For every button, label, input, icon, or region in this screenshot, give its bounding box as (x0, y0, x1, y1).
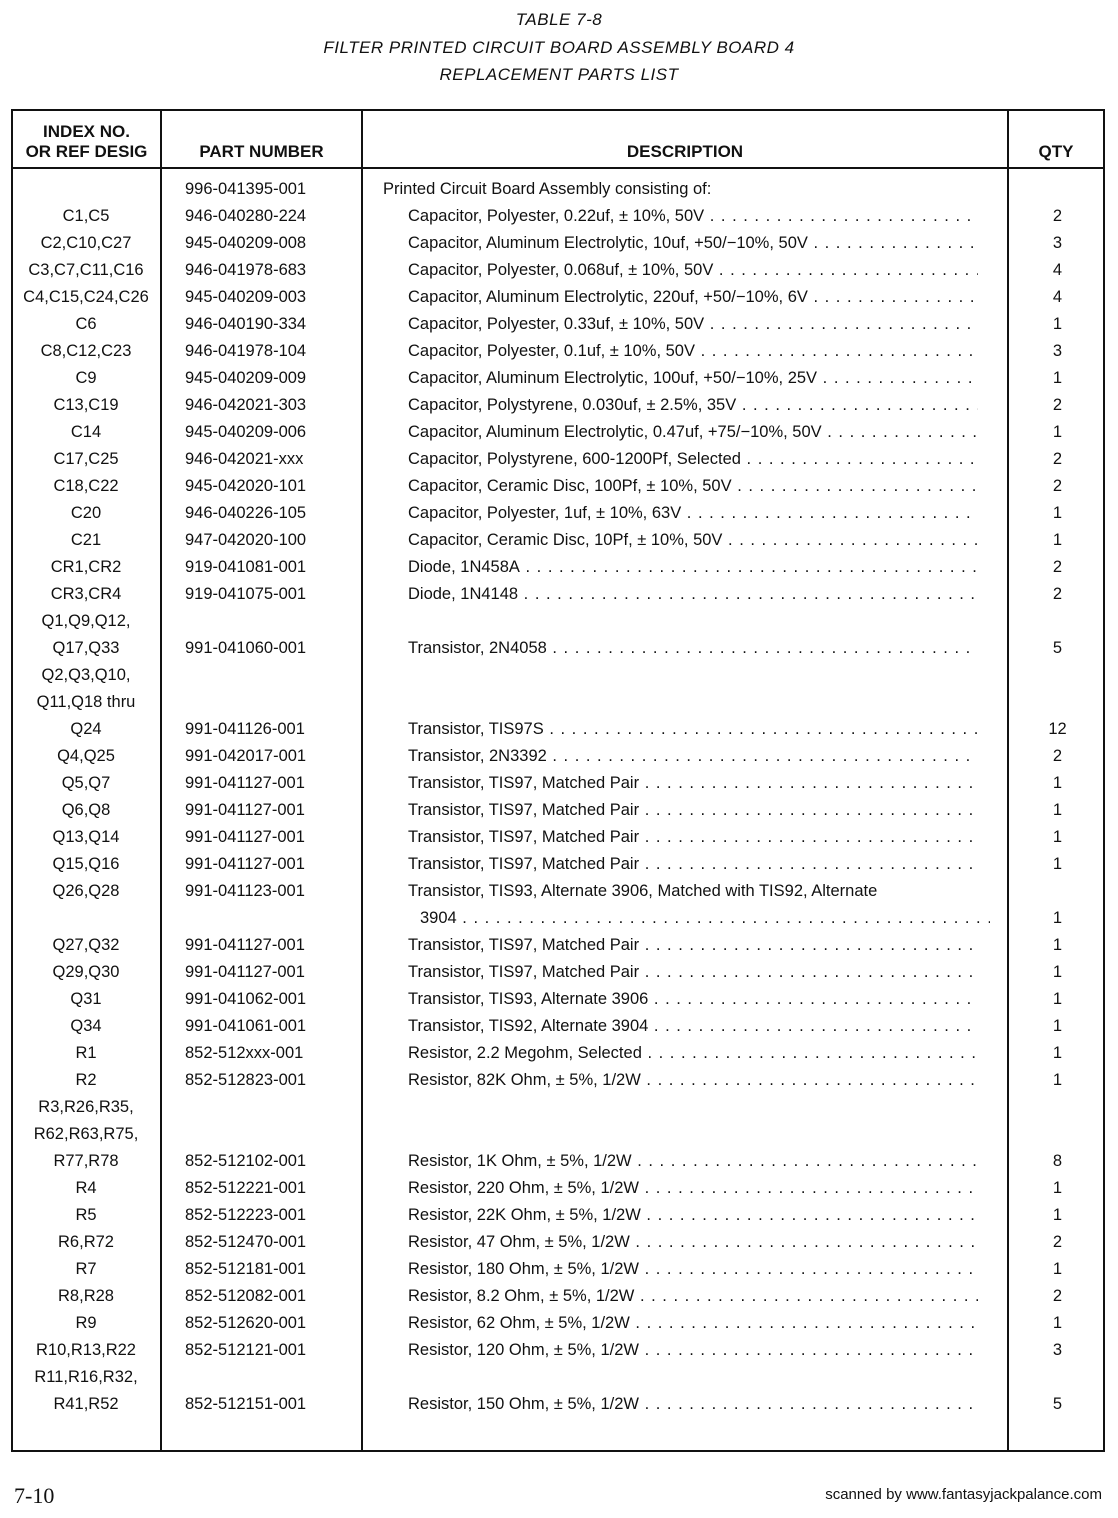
part-number-cell: 919-041081-001 (185, 558, 307, 576)
ref-desig-cell: C21 (70, 531, 102, 549)
table-row (0, 311, 1118, 338)
ref-desig-cell: C18,C22 (53, 477, 119, 495)
table-row (0, 905, 1118, 932)
ref-desig-cell: C1,C5 (62, 207, 110, 225)
table-row (0, 770, 1118, 797)
table-title: FILTER PRINTED CIRCUIT BOARD ASSEMBLY BOARD 4 (323, 38, 795, 57)
description-cell: Capacitor, Polyester, 0.1uf, ± 10%, 50V . . . (408, 338, 978, 365)
ref-desig-cell: Q11,Q18 thru (36, 693, 136, 711)
table-row (0, 365, 1118, 392)
page-number: 7-10 (14, 1483, 55, 1508)
ref-desig-cell: Q29,Q30 (52, 963, 120, 981)
header-qty: QTY (1038, 142, 1074, 161)
part-number-cell: 991-041126-001 (185, 720, 305, 738)
header-part-number: PART NUMBER (199, 142, 324, 161)
description-cell: Transistor, TIS97, Matched Pair . . . (408, 824, 978, 851)
table-row (0, 1040, 1118, 1067)
table-row (0, 689, 1118, 716)
ref-desig-cell: R6,R72 (58, 1233, 114, 1251)
header-index (13, 122, 160, 162)
description-cell: Capacitor, Polyester, 1uf, ± 10%, 63V . . . (408, 500, 978, 527)
ref-desig-cell: R9 (75, 1314, 97, 1332)
description-cell: Capacitor, Ceramic Disc, 100Pf, ± 10%, 50V . . . (408, 473, 978, 500)
ref-desig-cell: CR1,CR2 (50, 558, 122, 576)
part-number-cell: 991-041062-001 (185, 990, 307, 1008)
description-cell: Transistor, TIS97S . . . (408, 716, 978, 743)
table-row (0, 608, 1118, 635)
qty-cell: 2 (1052, 396, 1063, 414)
part-number-cell: 852-512121-001 (185, 1341, 307, 1359)
part-number-cell: 946-040190-334 (185, 315, 307, 333)
description-cell: Transistor, TIS97, Matched Pair . . . (408, 959, 978, 986)
table-row (0, 1067, 1118, 1094)
ref-desig-cell: R1 (75, 1044, 97, 1062)
qty-cell: 1 (1052, 1044, 1063, 1062)
description-cell: Capacitor, Polystyrene, 600-1200Pf, Selected . . . (408, 446, 978, 473)
qty-cell: 1 (1052, 369, 1063, 387)
qty-cell: 2 (1052, 558, 1063, 576)
table-row (0, 338, 1118, 365)
table-row (0, 1256, 1118, 1283)
ref-desig-cell: R77,R78 (53, 1152, 119, 1170)
qty-cell: 5 (1052, 639, 1063, 657)
part-number-cell: 946-040280-224 (185, 207, 307, 225)
parts-list (0, 176, 1118, 1418)
part-number-cell: 991-041127-001 (185, 774, 305, 792)
qty-cell: 4 (1052, 261, 1063, 279)
table-row (0, 230, 1118, 257)
part-number-cell: 991-041127-001 (185, 963, 305, 981)
table-row (0, 1283, 1118, 1310)
qty-cell: 1 (1052, 1071, 1063, 1089)
description-cell: Capacitor, Aluminum Electrolytic, 220uf, +50/−10%, 6V . . . (408, 284, 978, 311)
ref-desig-cell: C20 (70, 504, 102, 522)
qty-cell: 1 (1052, 1179, 1063, 1197)
qty-cell: 3 (1052, 1341, 1063, 1359)
table-row (0, 851, 1118, 878)
ref-desig-cell: Q26,Q28 (52, 882, 120, 900)
part-number-cell: 945-040209-008 (185, 234, 307, 252)
table-row (0, 1391, 1118, 1418)
ref-desig-cell: C13,C19 (53, 396, 119, 414)
description-cell: Capacitor, Polyester, 0.068uf, ± 10%, 50V . . . (408, 257, 978, 284)
table-row (0, 1148, 1118, 1175)
table-row (0, 500, 1118, 527)
table-row (0, 1121, 1118, 1148)
qty-cell: 1 (1052, 990, 1063, 1008)
description-cell: Capacitor, Aluminum Electrolytic, 10uf, +50/−10%, 50V . . . (408, 230, 978, 257)
part-number-cell: 852-512470-001 (185, 1233, 307, 1251)
part-number-cell: 852-512082-001 (185, 1287, 307, 1305)
ref-desig-cell: C4,C15,C24,C26 (23, 288, 149, 306)
table-row (0, 743, 1118, 770)
table-row (0, 1337, 1118, 1364)
ref-desig-cell: Q15,Q16 (52, 855, 120, 873)
qty-cell: 2 (1052, 450, 1063, 468)
part-number-cell: 852-512151-001 (185, 1395, 307, 1413)
description-cell: Diode, 1N4148 . . . (408, 581, 978, 608)
qty-cell: 5 (1052, 1395, 1063, 1413)
part-number-cell: 946-041978-104 (185, 342, 307, 360)
table-row (0, 203, 1118, 230)
description-cell: Transistor, 2N4058 . . . (408, 635, 978, 662)
part-number-cell: 852-512xxx-001 (185, 1044, 304, 1062)
header-index-line1: INDEX NO. (43, 122, 130, 141)
ref-desig-cell: Q4,Q25 (57, 747, 115, 765)
qty-cell: 1 (1052, 909, 1063, 927)
qty-cell: 1 (1052, 423, 1063, 441)
table-row (0, 446, 1118, 473)
part-number-cell: 852-512181-001 (185, 1260, 307, 1278)
qty-cell: 3 (1052, 342, 1063, 360)
qty-cell: 3 (1052, 234, 1063, 252)
part-number-cell: 946-042021-303 (185, 396, 307, 414)
description-cell: Resistor, 47 Ohm, ± 5%, 1/2W . . . (408, 1229, 978, 1256)
table-row (0, 959, 1118, 986)
table-row (0, 986, 1118, 1013)
part-number-cell: 947-042020-100 (185, 531, 307, 549)
description-cell: Resistor, 120 Ohm, ± 5%, 1/2W . . . (408, 1337, 978, 1364)
table-row (0, 1229, 1118, 1256)
part-number-cell: 991-041127-001 (185, 855, 305, 873)
ref-desig-cell: Q5,Q7 (61, 774, 111, 792)
part-number-cell: 852-512221-001 (185, 1179, 307, 1197)
table-row (0, 824, 1118, 851)
description-cell: Capacitor, Polyester, 0.33uf, ± 10%, 50V . . . (408, 311, 978, 338)
part-number-cell: 852-512823-001 (185, 1071, 307, 1089)
qty-cell: 1 (1052, 315, 1063, 333)
table-row (0, 716, 1118, 743)
table-row (0, 419, 1118, 446)
part-number-cell: 945-040209-003 (185, 288, 307, 306)
qty-cell: 2 (1052, 1287, 1063, 1305)
table-row (0, 932, 1118, 959)
ref-desig-cell: R41,R52 (53, 1395, 119, 1413)
part-number-cell: 991-041061-001 (185, 1017, 307, 1035)
part-number-cell: 991-042017-001 (185, 747, 307, 765)
table-row (0, 1310, 1118, 1337)
ref-desig-cell: C17,C25 (53, 450, 119, 468)
table-row (0, 392, 1118, 419)
table-row (0, 797, 1118, 824)
description-cell: Transistor, TIS97, Matched Pair . . . (408, 932, 978, 959)
table-row (0, 1202, 1118, 1229)
description-cell: Resistor, 2.2 Megohm, Selected . . . (408, 1040, 978, 1067)
ref-desig-cell: R10,R13,R22 (36, 1341, 136, 1359)
qty-cell: 1 (1052, 774, 1063, 792)
description-cell: Transistor, TIS93, Alternate 3906 . . . (408, 986, 978, 1013)
part-number-cell: 852-512102-001 (185, 1152, 307, 1170)
part-number-cell: 991-041060-001 (185, 639, 307, 657)
table-row (0, 554, 1118, 581)
description-cell: Capacitor, Ceramic Disc, 10Pf, ± 10%, 50V . . . (408, 527, 978, 554)
part-number-cell: 852-512223-001 (185, 1206, 307, 1224)
ref-desig-cell: C8,C12,C23 (40, 342, 132, 360)
description-cell: Resistor, 1K Ohm, ± 5%, 1/2W . . . (408, 1148, 978, 1175)
description-cell: Transistor, TIS97, Matched Pair . . . (408, 770, 978, 797)
qty-cell: 1 (1052, 801, 1063, 819)
part-number-cell: 852-512620-001 (185, 1314, 307, 1332)
qty-cell: 1 (1052, 963, 1063, 981)
ref-desig-cell: Q13,Q14 (52, 828, 120, 846)
qty-cell: 1 (1052, 1206, 1063, 1224)
ref-desig-cell: Q24 (70, 720, 102, 738)
table-row (0, 878, 1118, 905)
part-number-cell: 945-042020-101 (185, 477, 307, 495)
table-row (0, 1013, 1118, 1040)
ref-desig-cell: R8,R28 (58, 1287, 114, 1305)
ref-desig-cell: Q6,Q8 (61, 801, 111, 819)
table-row (0, 1094, 1118, 1121)
table-row (0, 257, 1118, 284)
ref-desig-cell: C3,C7,C11,C16 (28, 261, 144, 279)
table-row (0, 527, 1118, 554)
part-number-cell: 991-041123-001 (185, 882, 305, 900)
ref-desig-cell: C6 (75, 315, 97, 333)
description-cell: Transistor, TIS93, Alternate 3906, Matched with TIS92, Alternate (408, 882, 878, 900)
part-number-cell: 945-040209-006 (185, 423, 307, 441)
ref-desig-cell: CR3,CR4 (50, 585, 122, 603)
qty-cell: 1 (1052, 1260, 1063, 1278)
table-number: TABLE 7-8 (515, 10, 603, 29)
description-cell: Capacitor, Aluminum Electrolytic, 100uf, +50/−10%, 25V . . . (408, 365, 978, 392)
description-cell: Transistor, TIS97, Matched Pair . . . (408, 797, 978, 824)
description-cell: Resistor, 220 Ohm, ± 5%, 1/2W . . . (408, 1175, 978, 1202)
part-number-cell: 996-041395-001 (185, 180, 307, 198)
part-number-cell: 945-040209-009 (185, 369, 307, 387)
ref-desig-cell: R4 (75, 1179, 97, 1197)
description-cell: Transistor, 2N3392 . . . (408, 743, 978, 770)
ref-desig-cell: Q27,Q32 (52, 936, 120, 954)
qty-cell: 8 (1052, 1152, 1063, 1170)
ref-desig-cell: Q1,Q9,Q12, (41, 612, 131, 630)
part-number-cell: 946-041978-683 (185, 261, 307, 279)
part-number-cell: 991-041127-001 (185, 936, 305, 954)
table-row (0, 284, 1118, 311)
ref-desig-cell: C9 (75, 369, 97, 387)
qty-cell: 1 (1052, 1017, 1063, 1035)
header-divider (13, 167, 1103, 169)
ref-desig-cell: R5 (75, 1206, 97, 1224)
qty-cell: 2 (1052, 747, 1063, 765)
qty-cell: 2 (1052, 585, 1063, 603)
part-number-cell: 946-042021-xxx (185, 450, 304, 468)
ref-desig-cell: R7 (75, 1260, 97, 1278)
ref-desig-cell: Q34 (70, 1017, 102, 1035)
qty-cell: 2 (1052, 1233, 1063, 1251)
table-row (0, 662, 1118, 689)
description-cell: Printed Circuit Board Assembly consisting of: (383, 180, 712, 198)
description-cell: Resistor, 22K Ohm, ± 5%, 1/2W . . . (408, 1202, 978, 1229)
table-subtitle: REPLACEMENT PARTS LIST (439, 65, 679, 84)
description-cell: Capacitor, Polyester, 0.22uf, ± 10%, 50V . . . (408, 203, 978, 230)
description-cell: Resistor, 8.2 Ohm, ± 5%, 1/2W . . . (408, 1283, 978, 1310)
qty-cell: 12 (1048, 720, 1067, 738)
header-description: DESCRIPTION (626, 142, 744, 161)
header-index-line2: OR REF DESIG (25, 142, 148, 161)
qty-cell: 1 (1052, 936, 1063, 954)
ref-desig-cell: C14 (70, 423, 102, 441)
table-row (0, 473, 1118, 500)
qty-cell: 1 (1052, 1314, 1063, 1332)
description-cell: Capacitor, Aluminum Electrolytic, 0.47uf, +75/−10%, 50V . . . (408, 419, 978, 446)
description-cell: Capacitor, Polystyrene, 0.030uf, ± 2.5%, 35V . . . (408, 392, 978, 419)
part-number-cell: 919-041075-001 (185, 585, 307, 603)
description-cell: Transistor, TIS92, Alternate 3904 . . . (408, 1013, 978, 1040)
description-cell: Diode, 1N458A . . . (408, 554, 978, 581)
description-cell: Resistor, 82K Ohm, ± 5%, 1/2W . . . (408, 1067, 978, 1094)
ref-desig-cell: R2 (75, 1071, 97, 1089)
qty-cell: 1 (1052, 531, 1063, 549)
description-cell: Resistor, 180 Ohm, ± 5%, 1/2W . . . (408, 1256, 978, 1283)
table-row (0, 176, 1118, 203)
scan-credit: scanned by www.fantasyjackpalance.com (825, 1486, 1102, 1503)
part-number-cell: 991-041127-001 (185, 828, 305, 846)
qty-cell: 1 (1052, 828, 1063, 846)
description-cell: 3904 . . . (420, 905, 990, 932)
qty-cell: 2 (1052, 207, 1063, 225)
table-row (0, 581, 1118, 608)
table-row (0, 1175, 1118, 1202)
ref-desig-cell: C2,C10,C27 (40, 234, 132, 252)
description-cell: Resistor, 62 Ohm, ± 5%, 1/2W . . . (408, 1310, 978, 1337)
table-row (0, 635, 1118, 662)
qty-cell: 2 (1052, 477, 1063, 495)
table-row (0, 1364, 1118, 1391)
part-number-cell: 946-040226-105 (185, 504, 307, 522)
description-cell: Transistor, TIS97, Matched Pair . . . (408, 851, 978, 878)
qty-cell: 4 (1052, 288, 1063, 306)
ref-desig-cell: R3,R26,R35, (38, 1098, 134, 1116)
qty-cell: 1 (1052, 504, 1063, 522)
part-number-cell: 991-041127-001 (185, 801, 305, 819)
description-cell: Resistor, 150 Ohm, ± 5%, 1/2W . . . (408, 1391, 978, 1418)
ref-desig-cell: Q31 (70, 990, 102, 1008)
qty-cell: 1 (1052, 855, 1063, 873)
ref-desig-cell: Q17,Q33 (52, 639, 120, 657)
ref-desig-cell: R11,R16,R32, (34, 1368, 138, 1386)
ref-desig-cell: R62,R63,R75, (33, 1125, 139, 1143)
ref-desig-cell: Q2,Q3,Q10, (41, 666, 131, 684)
